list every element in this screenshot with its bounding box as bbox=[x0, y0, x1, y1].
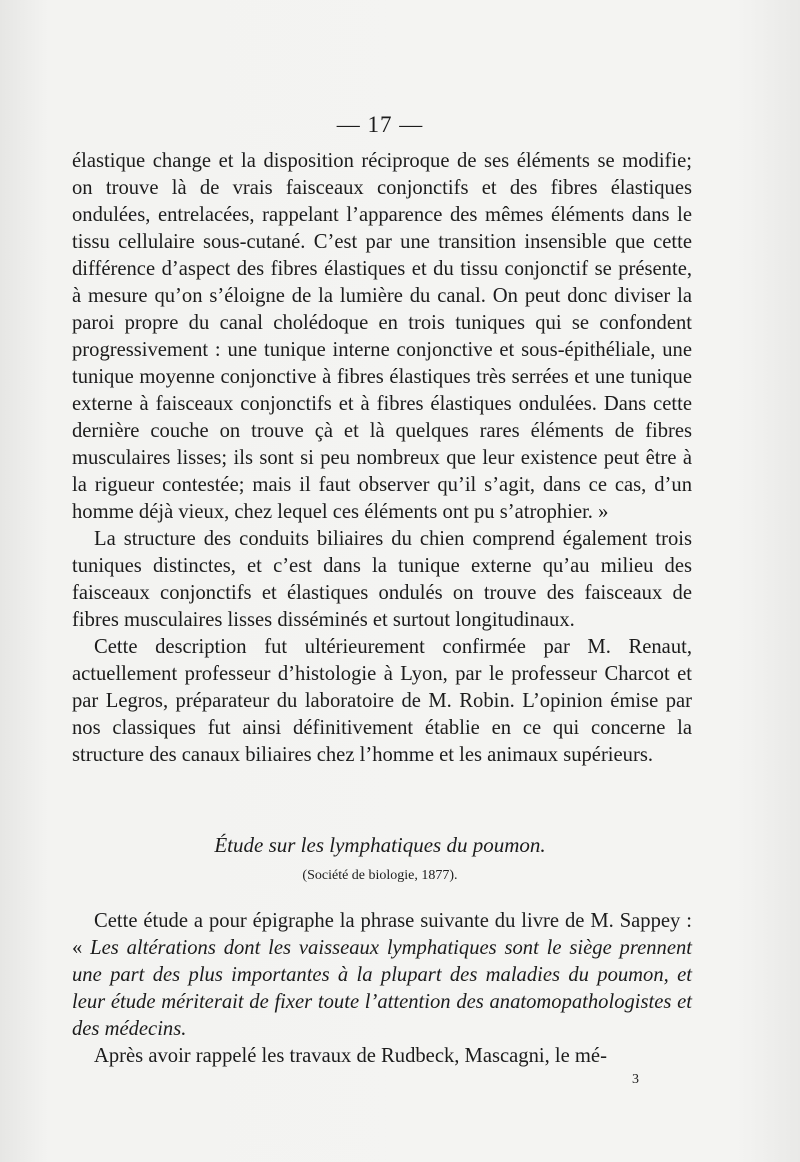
epigraph-intro: Cette étude a pour épigraphe la phrase suivante du livre de M. Sappey : « bbox=[72, 910, 692, 959]
paragraph-2: La structure des conduits biliaires du chien comprend également trois tuniques distinctes, et c’est dans la tunique externe qu’au milieu des faisceaux conjonctifs et élastiques ondulés on trouve des faisceaux de fibres musculaires lisses disséminés et surtout longitudinaux. bbox=[72, 528, 692, 631]
section-text bbox=[72, 908, 692, 1070]
paragraph-1: élastique change et la disposition réciproque de ses éléments se modifie; on trouve là de vrais faisceaux conjonctifs et des fibres élastiques ondulées, entrelacées, rappelant l’apparence des mêmes éléments dans le tissu cellulaire sous-cutané. C’est par une transition insensible que cette différence d’aspect des fibres élastiques et du tissu conjonctif se présente, à mesure qu’on s’éloigne de la lumière du canal. On peut donc diviser la paroi propre du canal cholédoque en trois tuniques qui se confondent progressivement : une tunique interne conjonctive et sous-épithéliale, une tunique moyenne conjonctive à fibres élastiques très serrées et une tunique externe à faisceaux conjonctifs et à fibres élastiques ondulées. Dans cette dernière couche on trouve çà et là quelques rares éléments de fibres musculaires lisses; ils sont si peu nombreux que leur existence peut être à la rigueur contestée; mais il faut observer qu’il s’agit, dans ce cas, d’un homme déjà vieux, chez lequel ces éléments ont pu s’atrophier. » bbox=[72, 150, 692, 523]
page-number: — 17 — bbox=[336, 112, 424, 137]
section-title: Étude sur les lymphatiques du poumon. bbox=[214, 833, 546, 857]
paragraph-3: Cette description fut ultérieurement confirmée par M. Renaut, actuellement professeur d’histologie à Lyon, par le professeur Charcot et par Legros, préparateur du laboratoire de M. Robin. L’opinion émise par nos classiques fut ainsi définitivement établie en ce qui concerne la structure des canaux biliaires chez l’homme et les animaux supérieurs. bbox=[72, 636, 692, 766]
section-subtitle: (Société de biologie, 1877). bbox=[302, 868, 458, 883]
main-text bbox=[72, 148, 692, 769]
epigraph-quote: Les altérations dont les vaisseaux lymphatiques sont le siège prennent une part des plus importantes à la plupart des maladies du poumon, et leur étude mériterait de fixer toute l’attention des anatomopathologistes et des médecins. bbox=[72, 937, 692, 1040]
paragraph-last: Après avoir rappelé les travaux de Rudbeck, Mascagni, le mé- bbox=[94, 1045, 607, 1067]
signature-mark: 3 bbox=[632, 1072, 639, 1087]
epigraph-paragraph bbox=[72, 908, 692, 1043]
